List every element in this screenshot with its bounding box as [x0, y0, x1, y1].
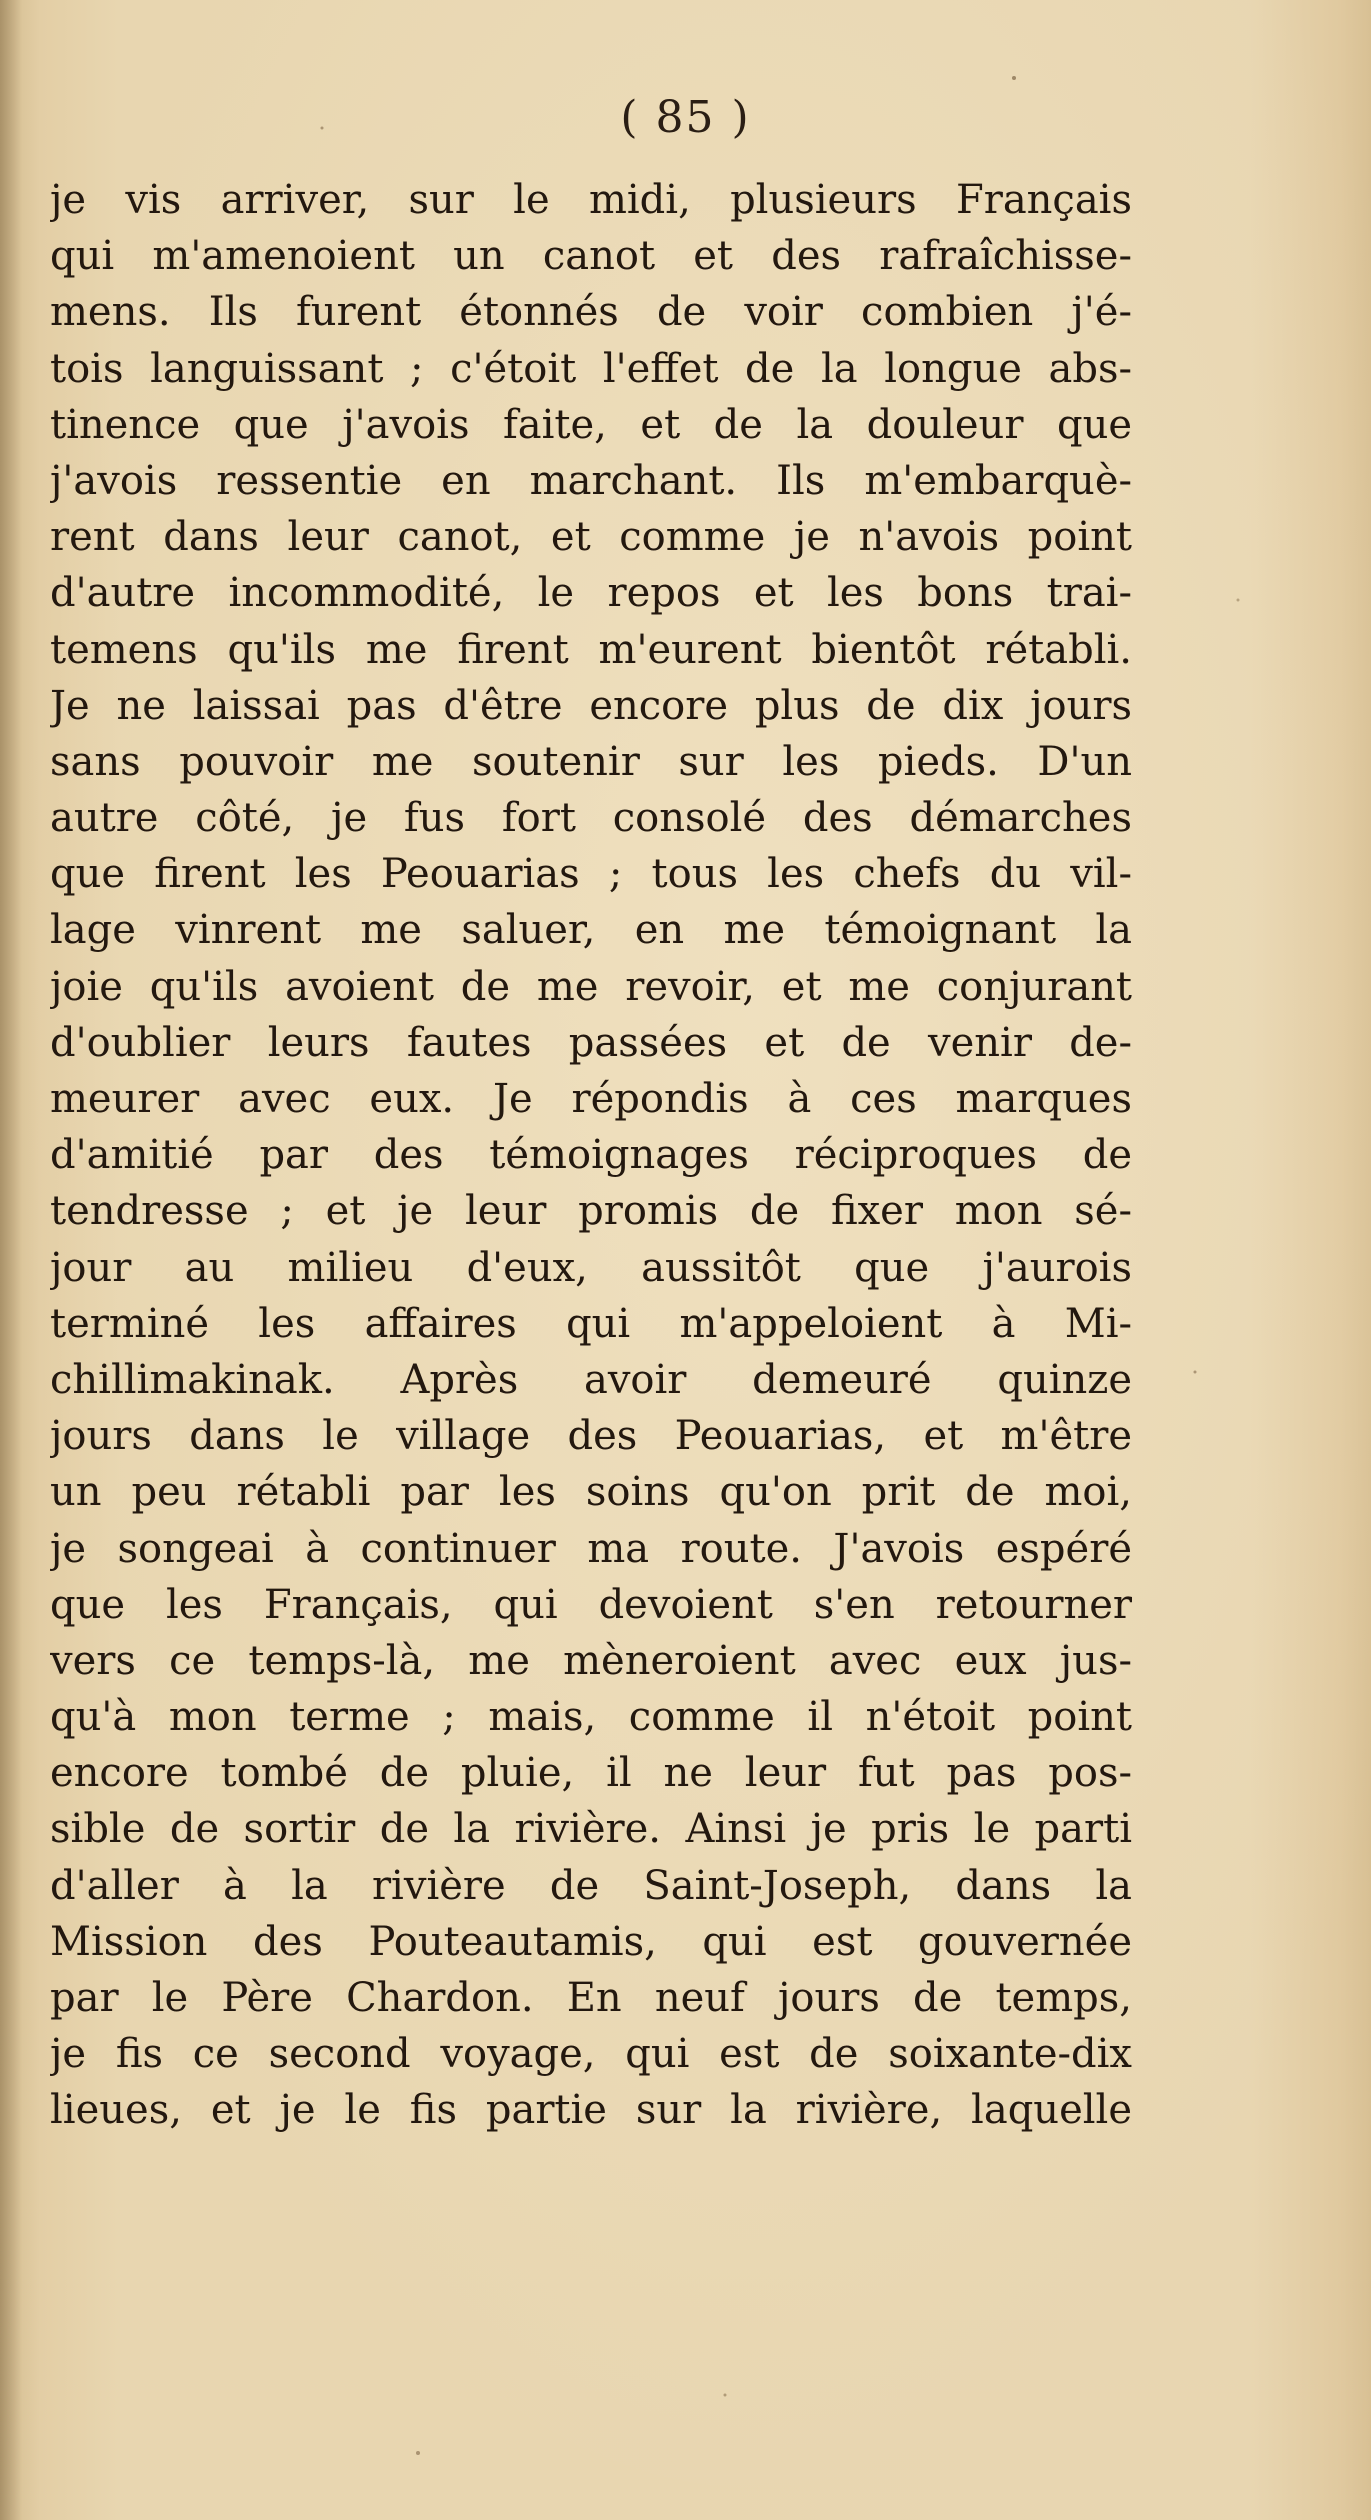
text-line: jours dans le village des Peouarias, et m'être — [50, 1413, 1132, 1460]
body-text — [50, 172, 1132, 2139]
binding-shadow — [0, 0, 22, 2520]
text-line: je vis arriver, sur le midi, plusieurs Français — [50, 177, 1132, 223]
text-line: que les Français, qui devoient s'en retourner — [50, 1581, 1132, 1628]
text-line: chillimakinak. Après avoir demeuré quinze — [50, 1356, 1132, 1403]
text-line: jour au milieu d'eux, aussitôt que j'aurois — [50, 1244, 1132, 1291]
text-line: Je ne laissai pas d'être encore plus de dix jours — [50, 682, 1132, 729]
text-line: temens qu'ils me firent m'eurent bientôt rétabli. — [50, 626, 1132, 673]
text-line: lieues, et je le fis partie sur la rivière, laquelle — [50, 2087, 1132, 2134]
text-line: sible de sortir de la rivière. Ainsi je pris le parti — [50, 1806, 1132, 1853]
text-line: d'aller à la rivière de Saint-Joseph, dans la — [50, 1862, 1132, 1909]
text-line: autre côté, je fus fort consolé des démarches — [50, 795, 1132, 842]
text-line: tois languissant ; c'étoit l'effet de la longue abs- — [50, 345, 1132, 392]
text-line: meurer avec eux. Je répondis à ces marques — [50, 1076, 1132, 1122]
text-line: Mission des Pouteautamis, qui est gouvernée — [50, 1918, 1132, 1965]
text-line: lage vinrent me saluer, en me témoignant la — [50, 907, 1132, 954]
text-line: d'oublier leurs fautes passées et de venir de- — [50, 1019, 1132, 1066]
text-line: qu'à mon terme ; mais, comme il n'étoit point — [50, 1694, 1132, 1741]
text-line: je songeai à continuer ma route. J'avois espéré — [50, 1525, 1132, 1572]
text-line: que firent les Peouarias ; tous les chefs du vil- — [50, 851, 1132, 898]
page-number: ( 85 ) — [620, 92, 751, 143]
text-line: j'avois ressentie en marchant. Ils m'embarquè- — [50, 457, 1132, 504]
text-line: d'amitié par des témoignages réciproques de — [50, 1132, 1132, 1179]
text-line: je fis ce second voyage, qui est de soixante-dix — [50, 2031, 1132, 2078]
text-line: vers ce temps-là, me mèneroient avec eux jus- — [50, 1637, 1132, 1684]
text-line: par le Père Chardon. En neuf jours de temps, — [50, 1975, 1132, 2021]
text-line: d'autre incommodité, le repos et les bons trai- — [50, 570, 1132, 617]
text-line: qui m'amenoient un canot et des rafraîchisse- — [50, 233, 1132, 280]
text-line: sans pouvoir me soutenir sur les pieds. D'un — [50, 738, 1132, 785]
text-line: mens. Ils furent étonnés de voir combien j'é- — [50, 289, 1132, 336]
text-line: tinence que j'avois faite, et de la douleur que — [50, 401, 1132, 448]
text-line: tendresse ; et je leur promis de fixer mon sé- — [50, 1188, 1132, 1235]
text-line: encore tombé de pluie, il ne leur fut pas pos- — [50, 1750, 1132, 1797]
text-line: un peu rétabli par les soins qu'on prit de moi, — [50, 1469, 1132, 1516]
text-line: terminé les affaires qui m'appeloient à Mi- — [50, 1300, 1132, 1347]
text-line: rent dans leur canot, et comme je n'avois point — [50, 514, 1132, 561]
text-line: joie qu'ils avoient de me revoir, et me conjurant — [50, 963, 1132, 1010]
